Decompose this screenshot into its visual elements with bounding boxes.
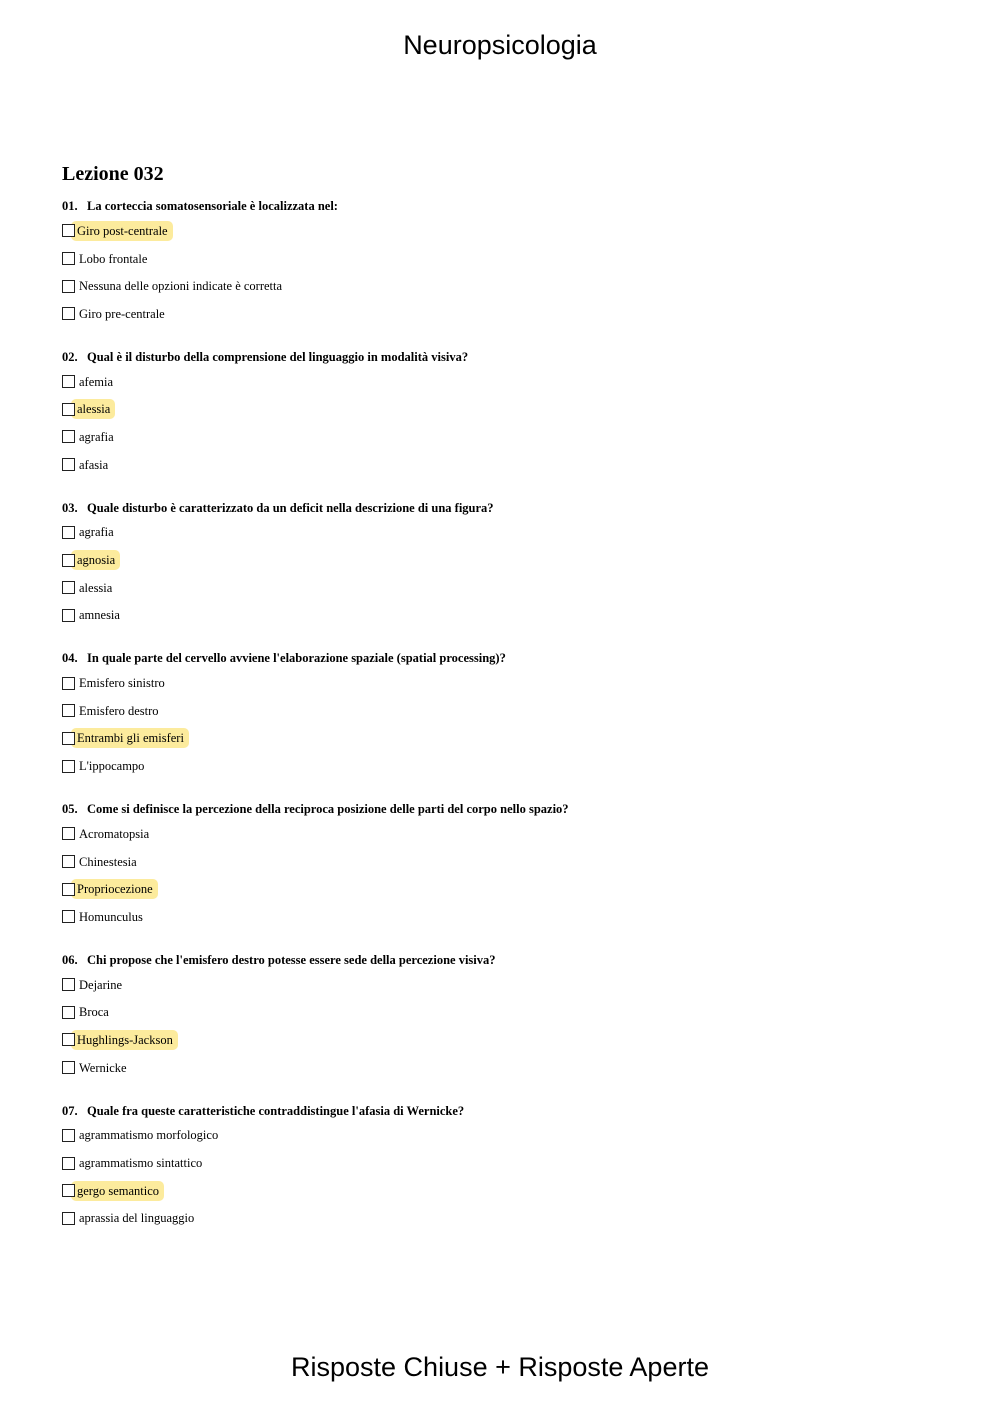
answer-label: Emisfero sinistro bbox=[79, 676, 165, 691]
answer-option[interactable] bbox=[62, 820, 942, 848]
answer-option[interactable] bbox=[62, 1122, 942, 1150]
lesson-title: Lezione 032 bbox=[62, 163, 164, 185]
answer-label: agrammatismo sintattico bbox=[79, 1156, 203, 1171]
answer-checkbox[interactable] bbox=[62, 581, 75, 594]
answer-label: Nessuna delle opzioni indicate è corretta bbox=[79, 279, 283, 294]
question-prompt: In quale parte del cervello avviene l'elaborazione spaziale (spatial processing)? bbox=[87, 651, 506, 666]
answer-checkbox[interactable] bbox=[62, 883, 75, 896]
answer-label: Propriocezione bbox=[71, 879, 158, 899]
question-7 bbox=[62, 1103, 942, 1233]
question-number: 06. bbox=[62, 952, 78, 967]
question-number: 07. bbox=[62, 1103, 78, 1118]
page-header: Neuropsicologia bbox=[403, 30, 597, 60]
answer-checkbox[interactable] bbox=[62, 1129, 75, 1142]
answer-option-correct[interactable] bbox=[62, 1177, 942, 1205]
answer-label: agrafia bbox=[79, 429, 114, 444]
answer-label: afasia bbox=[79, 457, 109, 472]
question-number: 04. bbox=[62, 651, 78, 666]
answer-option-correct[interactable] bbox=[62, 875, 942, 903]
question-5 bbox=[62, 801, 942, 931]
answer-option[interactable] bbox=[62, 848, 942, 876]
answer-option[interactable] bbox=[62, 752, 942, 780]
answer-checkbox[interactable] bbox=[62, 704, 75, 717]
answer-option-correct[interactable] bbox=[62, 395, 942, 423]
answer-checkbox[interactable] bbox=[62, 224, 75, 237]
answer-option[interactable] bbox=[62, 300, 942, 328]
answer-option[interactable] bbox=[62, 245, 942, 273]
question-3 bbox=[62, 500, 942, 630]
answer-option[interactable] bbox=[62, 697, 942, 725]
answer-checkbox[interactable] bbox=[62, 760, 75, 773]
question-number: 05. bbox=[62, 802, 78, 816]
answer-option[interactable] bbox=[62, 1149, 942, 1177]
answer-checkbox[interactable] bbox=[62, 1033, 75, 1046]
answer-label: Acromatopsia bbox=[79, 826, 150, 841]
answer-option[interactable] bbox=[62, 971, 942, 999]
answer-label: alessia bbox=[79, 580, 113, 595]
question-text bbox=[62, 650, 942, 666]
page-footer: Risposte Chiuse + Risposte Aperte bbox=[291, 1352, 709, 1382]
answer-option-correct[interactable] bbox=[62, 725, 942, 753]
question-text bbox=[62, 500, 942, 516]
answer-checkbox[interactable] bbox=[62, 1006, 75, 1019]
answer-label: Emisfero destro bbox=[79, 703, 159, 718]
answer-option[interactable] bbox=[62, 998, 942, 1026]
answer-checkbox[interactable] bbox=[62, 1061, 75, 1074]
answer-option[interactable] bbox=[62, 451, 942, 479]
answer-option[interactable] bbox=[62, 423, 942, 451]
answer-checkbox[interactable] bbox=[62, 910, 75, 923]
answer-label: Broca bbox=[79, 1005, 109, 1020]
answer-label: gergo semantico bbox=[71, 1181, 164, 1201]
answer-option-correct[interactable] bbox=[62, 1026, 942, 1054]
answer-checkbox[interactable] bbox=[62, 403, 75, 416]
answer-checkbox[interactable] bbox=[62, 375, 75, 388]
question-prompt: Quale fra queste caratteristiche contraddistingue l'afasia di Wernicke? bbox=[87, 1103, 465, 1118]
answer-label: alessia bbox=[71, 399, 115, 419]
answer-option[interactable] bbox=[62, 669, 942, 697]
answer-checkbox[interactable] bbox=[62, 1157, 75, 1170]
answer-label: Wernicke bbox=[79, 1060, 127, 1075]
answer-checkbox[interactable] bbox=[62, 554, 75, 567]
question-text bbox=[62, 349, 942, 365]
answer-option[interactable] bbox=[62, 602, 942, 630]
answer-checkbox[interactable] bbox=[62, 827, 75, 840]
answer-label: agrafia bbox=[79, 525, 114, 540]
question-2 bbox=[62, 349, 942, 479]
answer-option[interactable] bbox=[62, 1054, 942, 1082]
question-text bbox=[62, 198, 942, 214]
answer-label: afemia bbox=[79, 374, 114, 389]
question-number: 01. bbox=[62, 199, 78, 213]
question-4 bbox=[62, 650, 942, 780]
answer-label: agrammatismo morfologico bbox=[79, 1128, 219, 1143]
question-number: 02. bbox=[62, 349, 78, 364]
answer-checkbox[interactable] bbox=[62, 307, 75, 320]
answer-label: aprassia del linguaggio bbox=[79, 1211, 195, 1226]
answer-checkbox[interactable] bbox=[62, 855, 75, 868]
answer-checkbox[interactable] bbox=[62, 280, 75, 293]
answer-label: Hughlings-Jackson bbox=[71, 1030, 178, 1050]
answer-option[interactable] bbox=[62, 368, 942, 396]
question-prompt: Come si definisce la percezione della reciproca posizione delle parti del corpo nello spazio? bbox=[87, 802, 569, 816]
question-number: 03. bbox=[62, 500, 78, 515]
question-text bbox=[62, 952, 942, 968]
answer-option[interactable] bbox=[62, 574, 942, 602]
answer-checkbox[interactable] bbox=[62, 526, 75, 539]
answer-checkbox[interactable] bbox=[62, 1184, 75, 1197]
answer-option-correct[interactable] bbox=[62, 217, 942, 245]
answer-label: Giro post-centrale bbox=[71, 221, 173, 241]
answer-option-correct[interactable] bbox=[62, 546, 942, 574]
question-text bbox=[62, 1103, 942, 1119]
answer-label: agnosia bbox=[71, 550, 120, 570]
question-prompt: Quale disturbo è caratterizzato da un deficit nella descrizione di una figura? bbox=[87, 500, 494, 515]
question-6 bbox=[62, 952, 942, 1082]
question-list bbox=[62, 198, 942, 1232]
answer-label: Chinestesia bbox=[79, 854, 137, 869]
answer-label: Giro pre-centrale bbox=[79, 306, 165, 321]
answer-label: Lobo frontale bbox=[79, 251, 148, 266]
answer-checkbox[interactable] bbox=[62, 677, 75, 690]
question-text bbox=[62, 801, 942, 817]
answer-option[interactable] bbox=[62, 519, 942, 547]
answer-option[interactable] bbox=[62, 272, 942, 300]
answer-checkbox[interactable] bbox=[62, 430, 75, 443]
answer-checkbox[interactable] bbox=[62, 978, 75, 991]
answer-checkbox[interactable] bbox=[62, 252, 75, 265]
answer-checkbox[interactable] bbox=[62, 1212, 75, 1225]
question-prompt: Chi propose che l'emisfero destro potesse essere sede della percezione visiva? bbox=[87, 952, 496, 967]
question-prompt: La corteccia somatosensoriale è localizzata nel: bbox=[87, 199, 338, 213]
answer-label: Homunculus bbox=[79, 909, 143, 924]
answer-checkbox[interactable] bbox=[62, 732, 75, 745]
answer-label: Entrambi gli emisferi bbox=[71, 728, 189, 748]
answer-label: amnesia bbox=[79, 608, 120, 623]
answer-label: Dejarine bbox=[79, 977, 123, 992]
answer-option[interactable] bbox=[62, 1205, 942, 1233]
question-1 bbox=[62, 198, 942, 328]
answer-checkbox[interactable] bbox=[62, 609, 75, 622]
answer-label: L'ippocampo bbox=[79, 759, 145, 774]
quiz-content bbox=[62, 160, 942, 1253]
answer-checkbox[interactable] bbox=[62, 458, 75, 471]
answer-option[interactable] bbox=[62, 903, 942, 931]
question-prompt: Qual è il disturbo della comprensione del linguaggio in modalità visiva? bbox=[87, 349, 469, 364]
